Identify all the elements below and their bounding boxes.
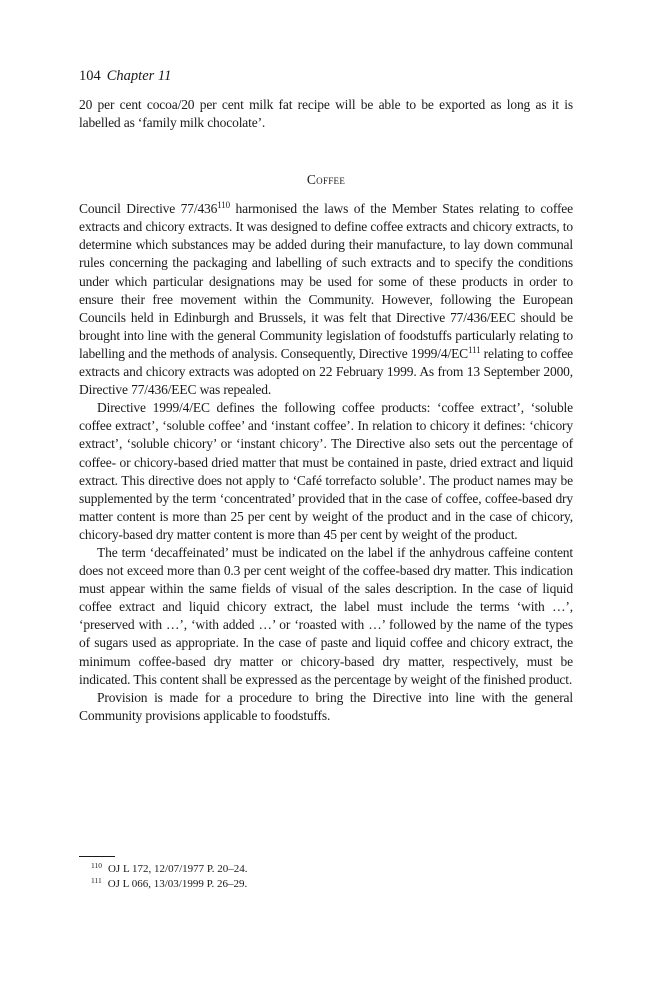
footnote-text: OJ L 172, 12/07/1977 P. 20–24.: [107, 863, 248, 875]
footnote-text: OJ L 066, 13/03/1999 P. 26–29.: [107, 878, 248, 890]
footnote-ref-111[interactable]: 111: [468, 344, 481, 355]
running-head: [79, 66, 573, 86]
chapter-title: Chapter 11: [106, 68, 172, 84]
paragraph-1-part-b: harmonised the laws of the Member States relating to coffee extracts and chicory extracts. It was designed to define coffee extracts and chicory extracts, to determine which substances may be added during their manufacture, to lay down communal rules concerning the packaging and labelling of such extracts and to specify the conditions under which particular designations may be used for some of these products in order to ensure their free movement within the Community. However, following the European Councils held in Edinburgh and Brussels, it was felt that Directive 77/436/EEC should be brought into line with the general Community legislation of foodstuffs particularly relating to labelling and the methods of analysis. Consequently, Directive 1999/4/EC: [79, 201, 573, 361]
paragraph-1-part-c: relating to coffee extracts and chicory extracts was adopted on 22 February 1999. As from 13 September 2000, Directive 77/436/EEC was repealed.: [79, 345, 574, 398]
paragraph-3: The term ‘decaffeinated’ must be indicated on the label if the anhydrous caffeine content does not exceed more than 0.3 per cent weight of the coffee-based dry matter. This indication must appear within the same fields of visual of the sales description. In the case of liquid coffee extract and liquid chicory extract, the label must include the terms ‘with …’, ‘preserved with …’, ‘with added …’ or ‘roasted with …’ followed by the name of the types of sugars used as appropriate. In the case of paste and liquid coffee and chicory extract, the minimum coffee-based dry matter or chicory-based dry matter, respectively, must be indicated. This content shall be expressed as the percentage by weight of the finished product.: [79, 544, 573, 687]
paragraph-2: Directive 1999/4/EC defines the following coffee products: ‘coffee extract’, ‘soluble coffee extract’, ‘soluble coffee’ and ‘instant coffee’. In relation to chicory it defines: ‘chicory extract’, ‘soluble chicory’ or ‘instant chicory’. The Directive also sets out the percentage of coffee- or chicory-based dried matter that must be contained in paste, dried extract and liquid extract. This directive does not apply to ‘Café torrefacto soluble’. The product names may be supplemented by the term ‘concentrated’ provided that in the case of coffee, coffee-based dry matter content is more than 25 per cent by weight of the product and in the case of chicory, chicory-based dry matter content is more than 45 per cent by weight of the product.: [79, 400, 573, 542]
footnotes: [79, 856, 573, 892]
footnote-number: 110: [91, 861, 102, 870]
footnote-divider: [79, 856, 115, 857]
page-number: 104: [79, 68, 101, 84]
section-title: Coffee: [306, 172, 346, 188]
page-content: [79, 66, 573, 725]
paragraph-4: Provision is made for a procedure to bring the Directive into line with the general Community provisions applicable to foodstuffs.: [79, 689, 573, 723]
paragraph-1-part-a: Council Directive 77/436: [79, 201, 218, 217]
paragraph-1: [79, 200, 573, 399]
footnote-111: [79, 877, 573, 892]
footnote-ref-110[interactable]: 110: [217, 200, 230, 211]
intro-paragraph: 20 per cent cocoa/20 per cent milk fat recipe will be able to be exported as long as it is labelled as ‘family milk chocolate’.: [79, 97, 573, 131]
footnote-110: [79, 862, 573, 877]
footnote-number: 111: [91, 876, 102, 885]
